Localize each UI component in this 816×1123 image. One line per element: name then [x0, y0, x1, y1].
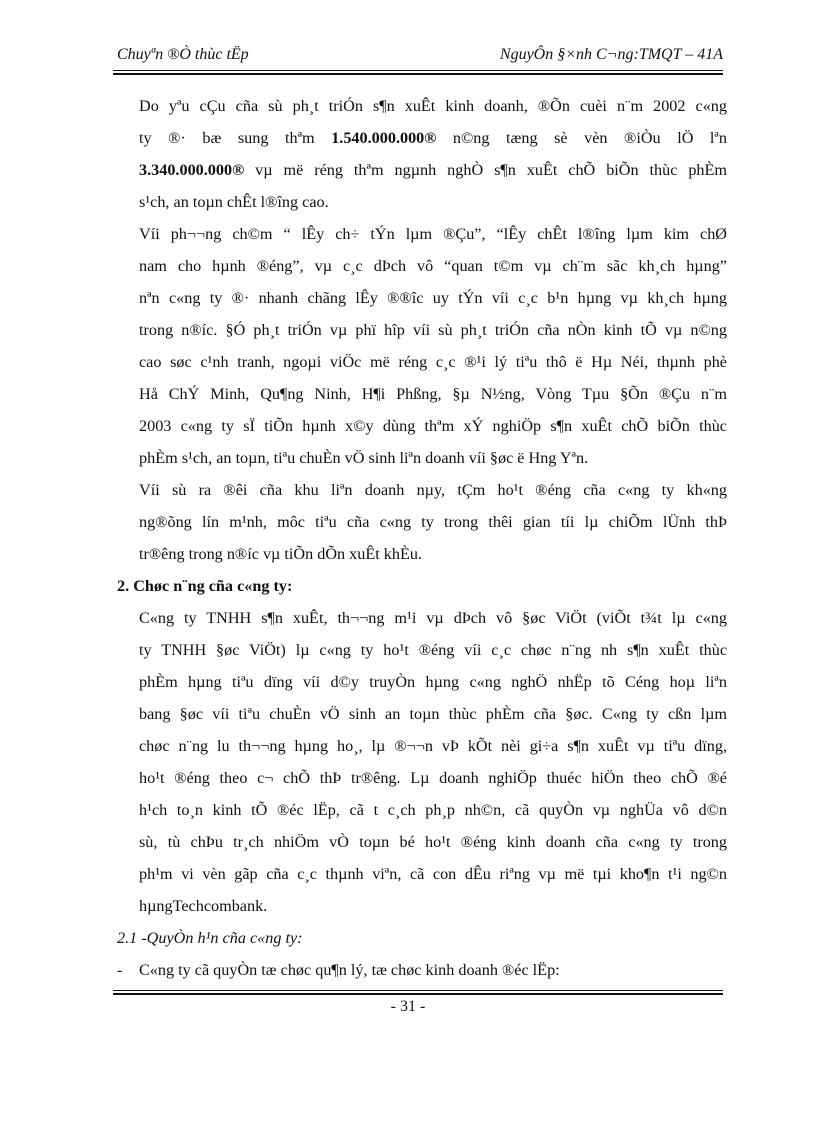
header-topic: Chuyªn ®Ò thùc tËp [117, 46, 249, 63]
section-heading: 2. Chøc n¨ng cña c«ng ty: [117, 577, 293, 595]
total-capital-amount: 3.340.000.000® [139, 161, 245, 179]
text-line: nªn c«ng ty ®· nhanh chãng lÊy ®®îc uy tÝn víi c¸c b¹n hµng vµ kh¸ch hµng [139, 289, 727, 307]
text-line: trong n®íc. §Ó ph¸t triÓn vµ phï hîp víi sù ph¸t triÓn cña nÒn kinh tÕ vµ n©ng [139, 321, 727, 339]
bullet-text: C«ng ty cã quyÒn tæ chøc qu¶n lý, tæ chøc kinh doanh ®éc lËp: [139, 961, 560, 979]
text-run: ty ®· bæ sung thªm [139, 129, 332, 147]
text-line: phÈm s¹ch, an toµn, tiªu chuÈn vÖ sinh liªn doanh víi §øc ë Hng Yªn. [139, 449, 589, 467]
paragraph-2 [117, 218, 727, 474]
text-run: vµ më réng thªm ngµnh nghÒ s¶n xuÊt chÕ biÕn thùc phÈm [244, 161, 727, 179]
header-author: NguyÔn §×nh C¬ng:TMQT – 41A [499, 46, 723, 63]
header-rule-thin [113, 70, 723, 71]
text-line: ho¹t ®éng theo c¬ chÕ thÞ tr®êng. Lµ doanh nghiÖp thuéc hiÖn theo chÕ ®é [139, 769, 727, 787]
text-line: cao søc c¹nh tranh, ngoµi viÖc më réng c¸c ®¹i lý tiªu thô ë Hµ Néi, thµnh phè [139, 353, 727, 371]
text-line: bang §øc víi tiªu chuÈn vÖ sinh an toµn thùc phÈm cña §øc. C«ng ty cßn lµm [139, 705, 727, 723]
text-run: n©ng tæng sè vèn ®iÒu lÖ lªn [436, 129, 727, 147]
text-line: Víi ph¬¬ng ch©m “ lÊy ch÷ tÝn lµm ®Çu”, “lÊy chÊt l®îng lµm kim chØ [139, 225, 727, 243]
footer-rule-thin [113, 990, 723, 991]
capital-added-amount: 1.540.000.000® [331, 129, 437, 147]
bullet-item [117, 954, 727, 986]
text-line: nam cho hµnh ®éng”, vµ c¸c dÞch vô “quan t©m vµ ch¨m sãc kh¸ch hµng” [139, 257, 727, 275]
text-line: ph¹m vi vèn gãp cña c¸c thµnh viªn, cã con dÊu riªng vµ më tµi kho¶n t¹i ng©n [139, 865, 727, 883]
text-line: tr®êng trong n®íc vµ tiÕn dÕn xuÊt khÈu. [139, 545, 422, 563]
header-rule-thick [113, 73, 723, 75]
text-line: h¹ch to¸n kinh tÕ ®éc lËp, cã t c¸ch ph¸p nh©n, cã quyÒn vµ nghÜa vô d©n [139, 801, 727, 819]
subsection-heading: 2.1 -QuyÒn h¹n cña c«ng ty: [117, 929, 303, 947]
running-header [113, 44, 723, 68]
text-line: 2003 c«ng ty sÏ tiÕn hµnh x©y dùng thªm xÝ nghiÖp s¶n xuÊt chÕ biÕn thùc [139, 417, 727, 435]
text-line: ng®õng lín m¹nh, môc tiªu cña c«ng ty trong thêi gian tíi lµ chiÕm lÜnh thÞ [139, 513, 727, 531]
paragraph-4 [117, 602, 727, 922]
text-line: sù, tù chÞu tr¸ch nhiÖm vÒ toµn bé ho¹t ®éng kinh doanh cña c«ng ty trong [139, 833, 727, 851]
text-line: Víi sù ra ®êi cña khu liªn doanh nµy, tÇm ho¹t ®éng cña c«ng ty kh«ng [139, 481, 727, 499]
text-line: ty TNHH §øc ViÖt) lµ c«ng ty ho¹t ®éng víi c¸c chøc n¨ng nh s¶n xuÊt thùc [139, 641, 727, 659]
text-line [117, 122, 727, 154]
text-line: s¹ch, an toµn chÊt l®îng cao. [139, 193, 329, 211]
text-line: hµngTechcombank. [139, 897, 268, 915]
text-line: C«ng ty TNHH s¶n xuÊt, th¬¬ng m¹i vµ dÞch vô §øc ViÖt (viÕt t¾t lµ c«ng [139, 609, 727, 627]
text-line: chøc n¨ng lu th¬¬ng hµng ho¸, lµ ®¬¬n vÞ kÕt nèi gi÷a s¶n xuÊt vµ tiªu dïng, [139, 737, 727, 755]
text-line: Hå ChÝ Minh, Qu¶ng Ninh, H¶i Phßng, §µ N½ng, Vòng Tµu §Õn ®Çu n¨m [139, 385, 727, 403]
paragraph-3 [117, 474, 727, 570]
document-body [117, 90, 727, 986]
bullet-dash: - [117, 961, 123, 979]
text-line [117, 154, 727, 186]
text-line: phÈm hµng tiªu dïng víi d©y truyÒn hµng c«ng nghÖ nhËp tõ Céng hoµ liªn [139, 673, 727, 691]
paragraph-1 [117, 90, 727, 218]
page-number: - 31 - [390, 998, 426, 1015]
text-line: Do yªu cÇu cña sù ph¸t triÓn s¶n xuÊt kinh doanh, ®Õn cuèi n¨m 2002 c«ng [139, 97, 727, 115]
footer-rule-thick [113, 993, 723, 995]
